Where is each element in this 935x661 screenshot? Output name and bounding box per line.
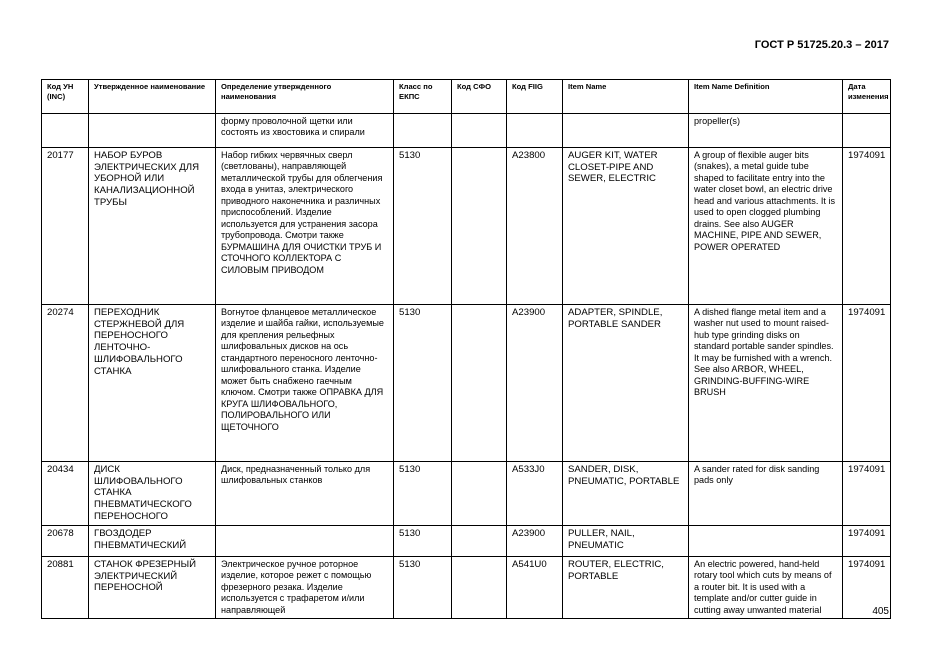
col-header-inc: Код УН (INC) (42, 80, 89, 114)
cell-definition (216, 526, 394, 557)
cell-approved-name: НАБОР БУРОВ ЭЛЕКТРИЧЕСКИХ ДЛЯ УБОРНОЙ ИЛИ КАНАЛИЗАЦИОННОЙ ТРУБЫ (89, 148, 216, 305)
page-number: 405 (872, 606, 889, 617)
cell-fiig-code: A23900 (507, 305, 563, 462)
cell-inc: 20274 (42, 305, 89, 462)
col-header-sfo-code: Код СФО (452, 80, 507, 114)
table-row (42, 557, 891, 619)
cell-approved-name: СТАНОК ФРЕЗЕРНЫЙ ЭЛЕКТРИЧЕСКИЙ ПЕРЕНОСНОЙ (89, 557, 216, 619)
col-header-item-name-definition: Item Name Definition (689, 80, 843, 114)
cell-inc: 20177 (42, 148, 89, 305)
table-row (42, 305, 891, 462)
cell-fiig-code: A541U0 (507, 557, 563, 619)
cell-item-name-definition: propeller(s) (689, 114, 843, 148)
cell-item-name (563, 114, 689, 148)
cell-item-name-definition (689, 526, 843, 557)
cell-definition: Набор гибких червячных сверл (светлованы), направляющей металлической трубы для облегчения входа в унитаз, электрического приводного наконечника и различных приспособлений. Изделие используется для устранения засора трубопровода. Смотри также БУРМАШИНА ДЛЯ ОЧИСТКИ ТРУБ И СТОЧНОГО КОЛЛЕКТОРА С СИЛОВЫМ ПРИВОДОМ (216, 148, 394, 305)
cell-sfo-code (452, 148, 507, 305)
table-row (42, 462, 891, 526)
cell-definition: Электрическое ручное роторное изделие, которое режет с помощью фрезерного резака. Изделие используется с трафаретом и/или направляющей (216, 557, 394, 619)
cell-sfo-code (452, 462, 507, 526)
cell-sfo-code (452, 557, 507, 619)
cell-fiig-code (507, 114, 563, 148)
cell-definition: форму проволочной щетки или состоять из хвостовика и спирали (216, 114, 394, 148)
cell-item-name-definition: A group of flexible auger bits (snakes), a metal guide tube shaped to facilitate entry into the water closet bowl, an electric drive head and various attachments. It is used to open clogged plumbing drains. See also AUGER MACHINE, PIPE AND SEWER, POWER OPERATED (689, 148, 843, 305)
cell-approved-name: ПЕРЕХОДНИК СТЕРЖНЕВОЙ ДЛЯ ПЕРЕНОСНОГО ЛЕНТОЧНО-ШЛИФОВАЛЬНОГО СТАНКА (89, 305, 216, 462)
cell-change-date (843, 114, 891, 148)
cell-fiig-code: A23900 (507, 526, 563, 557)
col-header-approved-name: Утвержденное наименование (89, 80, 216, 114)
cell-change-date: 1974091 (843, 305, 891, 462)
cell-approved-name: ГВОЗДОДЕР ПНЕВМАТИЧЕСКИЙ (89, 526, 216, 557)
cell-ekps-class: 5130 (394, 557, 452, 619)
cell-item-name-definition: A dished flange metal item and a washer nut used to mount raised-hub type grinding disks on standard portable sander spindles. It may be furnished with a wrench. See also ARBOR, WHEEL, GRINDING-BUFFING-WIRE BRUSH (689, 305, 843, 462)
cell-item-name-definition: An electric powered, hand-held rotary tool which cuts by means of a router bit. It is used with a template and/or cutter guide in cutting away unwanted material (689, 557, 843, 619)
cell-fiig-code: A533J0 (507, 462, 563, 526)
table-row (42, 526, 891, 557)
cell-sfo-code (452, 526, 507, 557)
cell-item-name: ROUTER, ELECTRIC, PORTABLE (563, 557, 689, 619)
cell-sfo-code (452, 305, 507, 462)
cell-approved-name (89, 114, 216, 148)
cell-ekps-class: 5130 (394, 462, 452, 526)
cell-item-name-definition: A sander rated for disk sanding pads only (689, 462, 843, 526)
cell-inc: 20881 (42, 557, 89, 619)
cell-sfo-code (452, 114, 507, 148)
cell-approved-name: ДИСК ШЛИФОВАЛЬНОГО СТАНКА ПНЕВМАТИЧЕСКОГО ПЕРЕНОСНОГО (89, 462, 216, 526)
cell-inc: 20678 (42, 526, 89, 557)
table-row (42, 114, 891, 148)
cell-item-name: PULLER, NAIL, PNEUMATIC (563, 526, 689, 557)
col-header-item-name: Item Name (563, 80, 689, 114)
cell-change-date: 1974091 (843, 148, 891, 305)
cell-item-name: AUGER KIT, WATER CLOSET-PIPE AND SEWER, ELECTRIC (563, 148, 689, 305)
cell-fiig-code: A23800 (507, 148, 563, 305)
col-header-ekps-class: Класс по ЕКПС (394, 80, 452, 114)
col-header-definition: Определение утвержденного наименования (216, 80, 394, 114)
cell-item-name: SANDER, DISK, PNEUMATIC, PORTABLE (563, 462, 689, 526)
classification-table (41, 79, 891, 619)
col-header-fiig-code: Код FIIG (507, 80, 563, 114)
cell-inc (42, 114, 89, 148)
table-header-row (42, 80, 891, 114)
document-code: ГОСТ Р 51725.20.3 – 2017 (754, 39, 889, 51)
cell-inc: 20434 (42, 462, 89, 526)
cell-change-date: 1974091 (843, 462, 891, 526)
cell-definition: Вогнутое фланцевое металлическое изделие и шайба гайки, используемые для крепления рельефных шлифовальных дисков на ось стандартного переносного ленточно-шлифовального станка. Изделие может быть снабжено гаечным ключом. Смотри также ОПРАВКА ДЛЯ КРУГА ШЛИФОВАЛЬНОГО, ПОЛИРОВАЛЬНОГО ИЛИ ЩЕТОЧНОГО (216, 305, 394, 462)
cell-ekps-class: 5130 (394, 305, 452, 462)
cell-change-date: 1974091 (843, 557, 891, 619)
cell-ekps-class (394, 114, 452, 148)
cell-definition: Диск, предназначенный только для шлифовальных станков (216, 462, 394, 526)
col-header-change-date: Дата изменения (843, 80, 891, 114)
cell-ekps-class: 5130 (394, 148, 452, 305)
table-row (42, 148, 891, 305)
cell-change-date: 1974091 (843, 526, 891, 557)
cell-item-name: ADAPTER, SPINDLE, PORTABLE SANDER (563, 305, 689, 462)
cell-ekps-class: 5130 (394, 526, 452, 557)
